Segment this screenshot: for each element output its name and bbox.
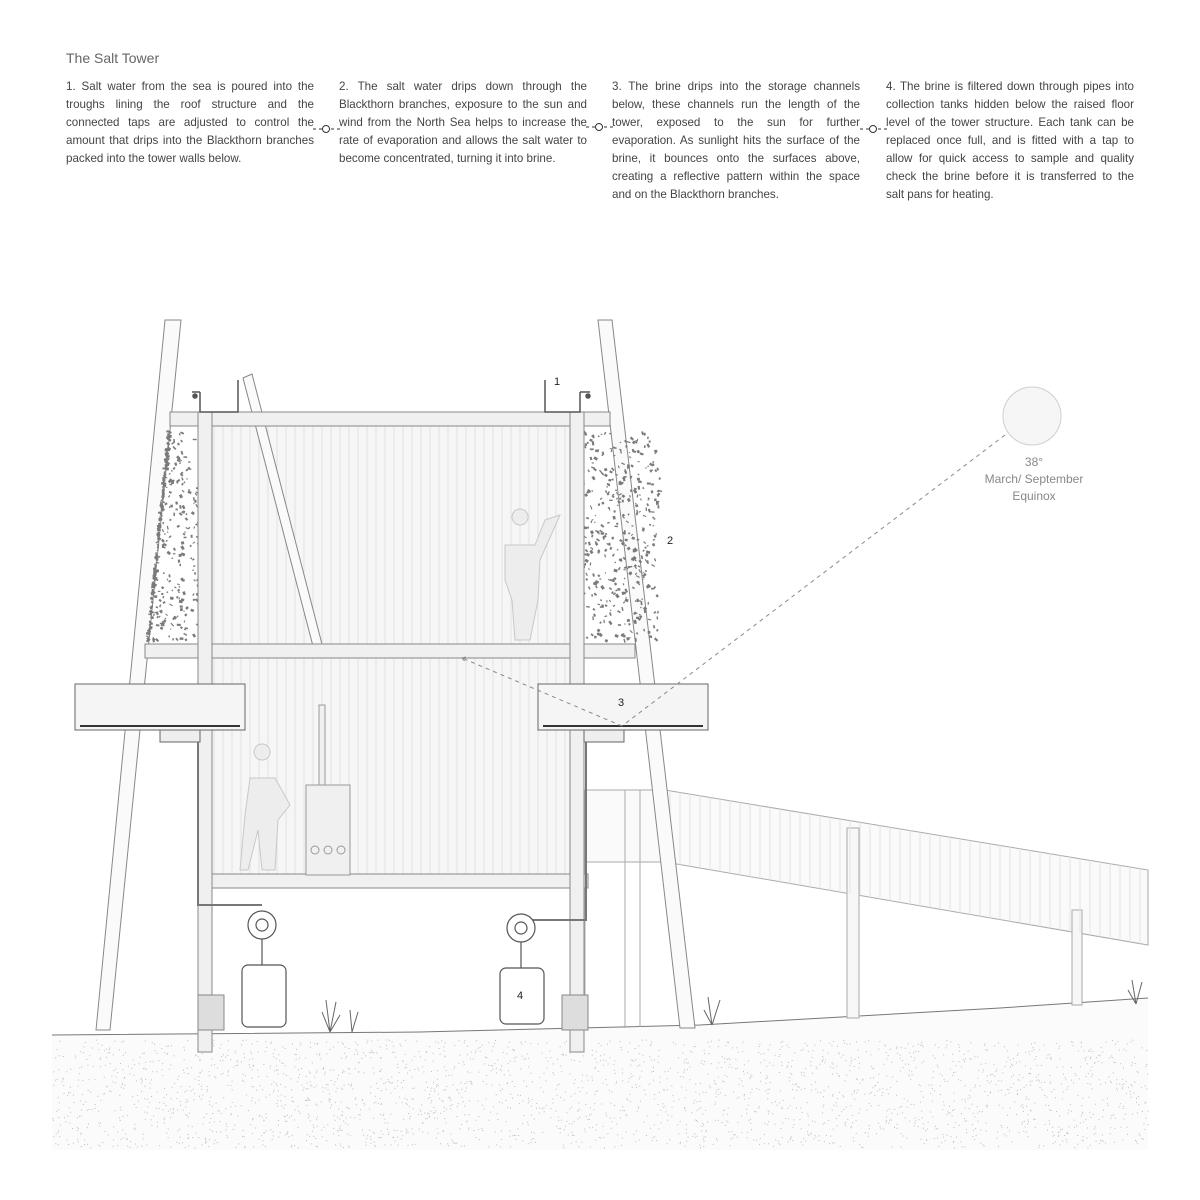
step-1-text: 1. Salt water from the sea is poured into the troughs lining the roof structure and the connected taps are adjusted to control the amount that drips into the Blackthorn branches packed into the tower walls below. xyxy=(66,80,314,165)
sun-season: March/ September xyxy=(984,472,1084,486)
marker-2: 2 xyxy=(667,535,674,547)
sun-angle: 38° xyxy=(1024,455,1044,469)
sun-icon xyxy=(1003,387,1061,445)
step-connectors xyxy=(313,124,887,133)
collection-tanks xyxy=(242,911,544,1027)
sun-label xyxy=(968,454,1100,505)
marker-4: 4 xyxy=(517,990,524,1002)
marker-1: 1 xyxy=(554,376,561,388)
step-4-text: 4. The brine is filtered down through pipes into collection tanks hidden below the raised floor level of the tower structure. Each tank can be replaced once full, and is fitted with a tap to allow for quick access to sample and quality check the brine before it is transferred to the salt pans for heating. xyxy=(886,80,1134,201)
step-3-text: 3. The brine drips into the storage channels below, these channels run the length of the tower, exposed to the sun for further evaporation. As sunlight hits the surface of the brine, it bounces onto the surfaces above, creating a reflective pattern within the space and on the Blackthorn branches. xyxy=(612,80,860,201)
marker-3: 3 xyxy=(618,697,625,709)
sun-event: Equinox xyxy=(1012,489,1056,503)
step-2-text: 2. The salt water drips down through the Blackthorn branches, exposure to the sun and wind from the North Sea helps to increase the rate of evaporation and allows the salt water to become concentrated, turning it into brine. xyxy=(339,80,587,165)
page-title: The Salt Tower xyxy=(66,50,160,66)
